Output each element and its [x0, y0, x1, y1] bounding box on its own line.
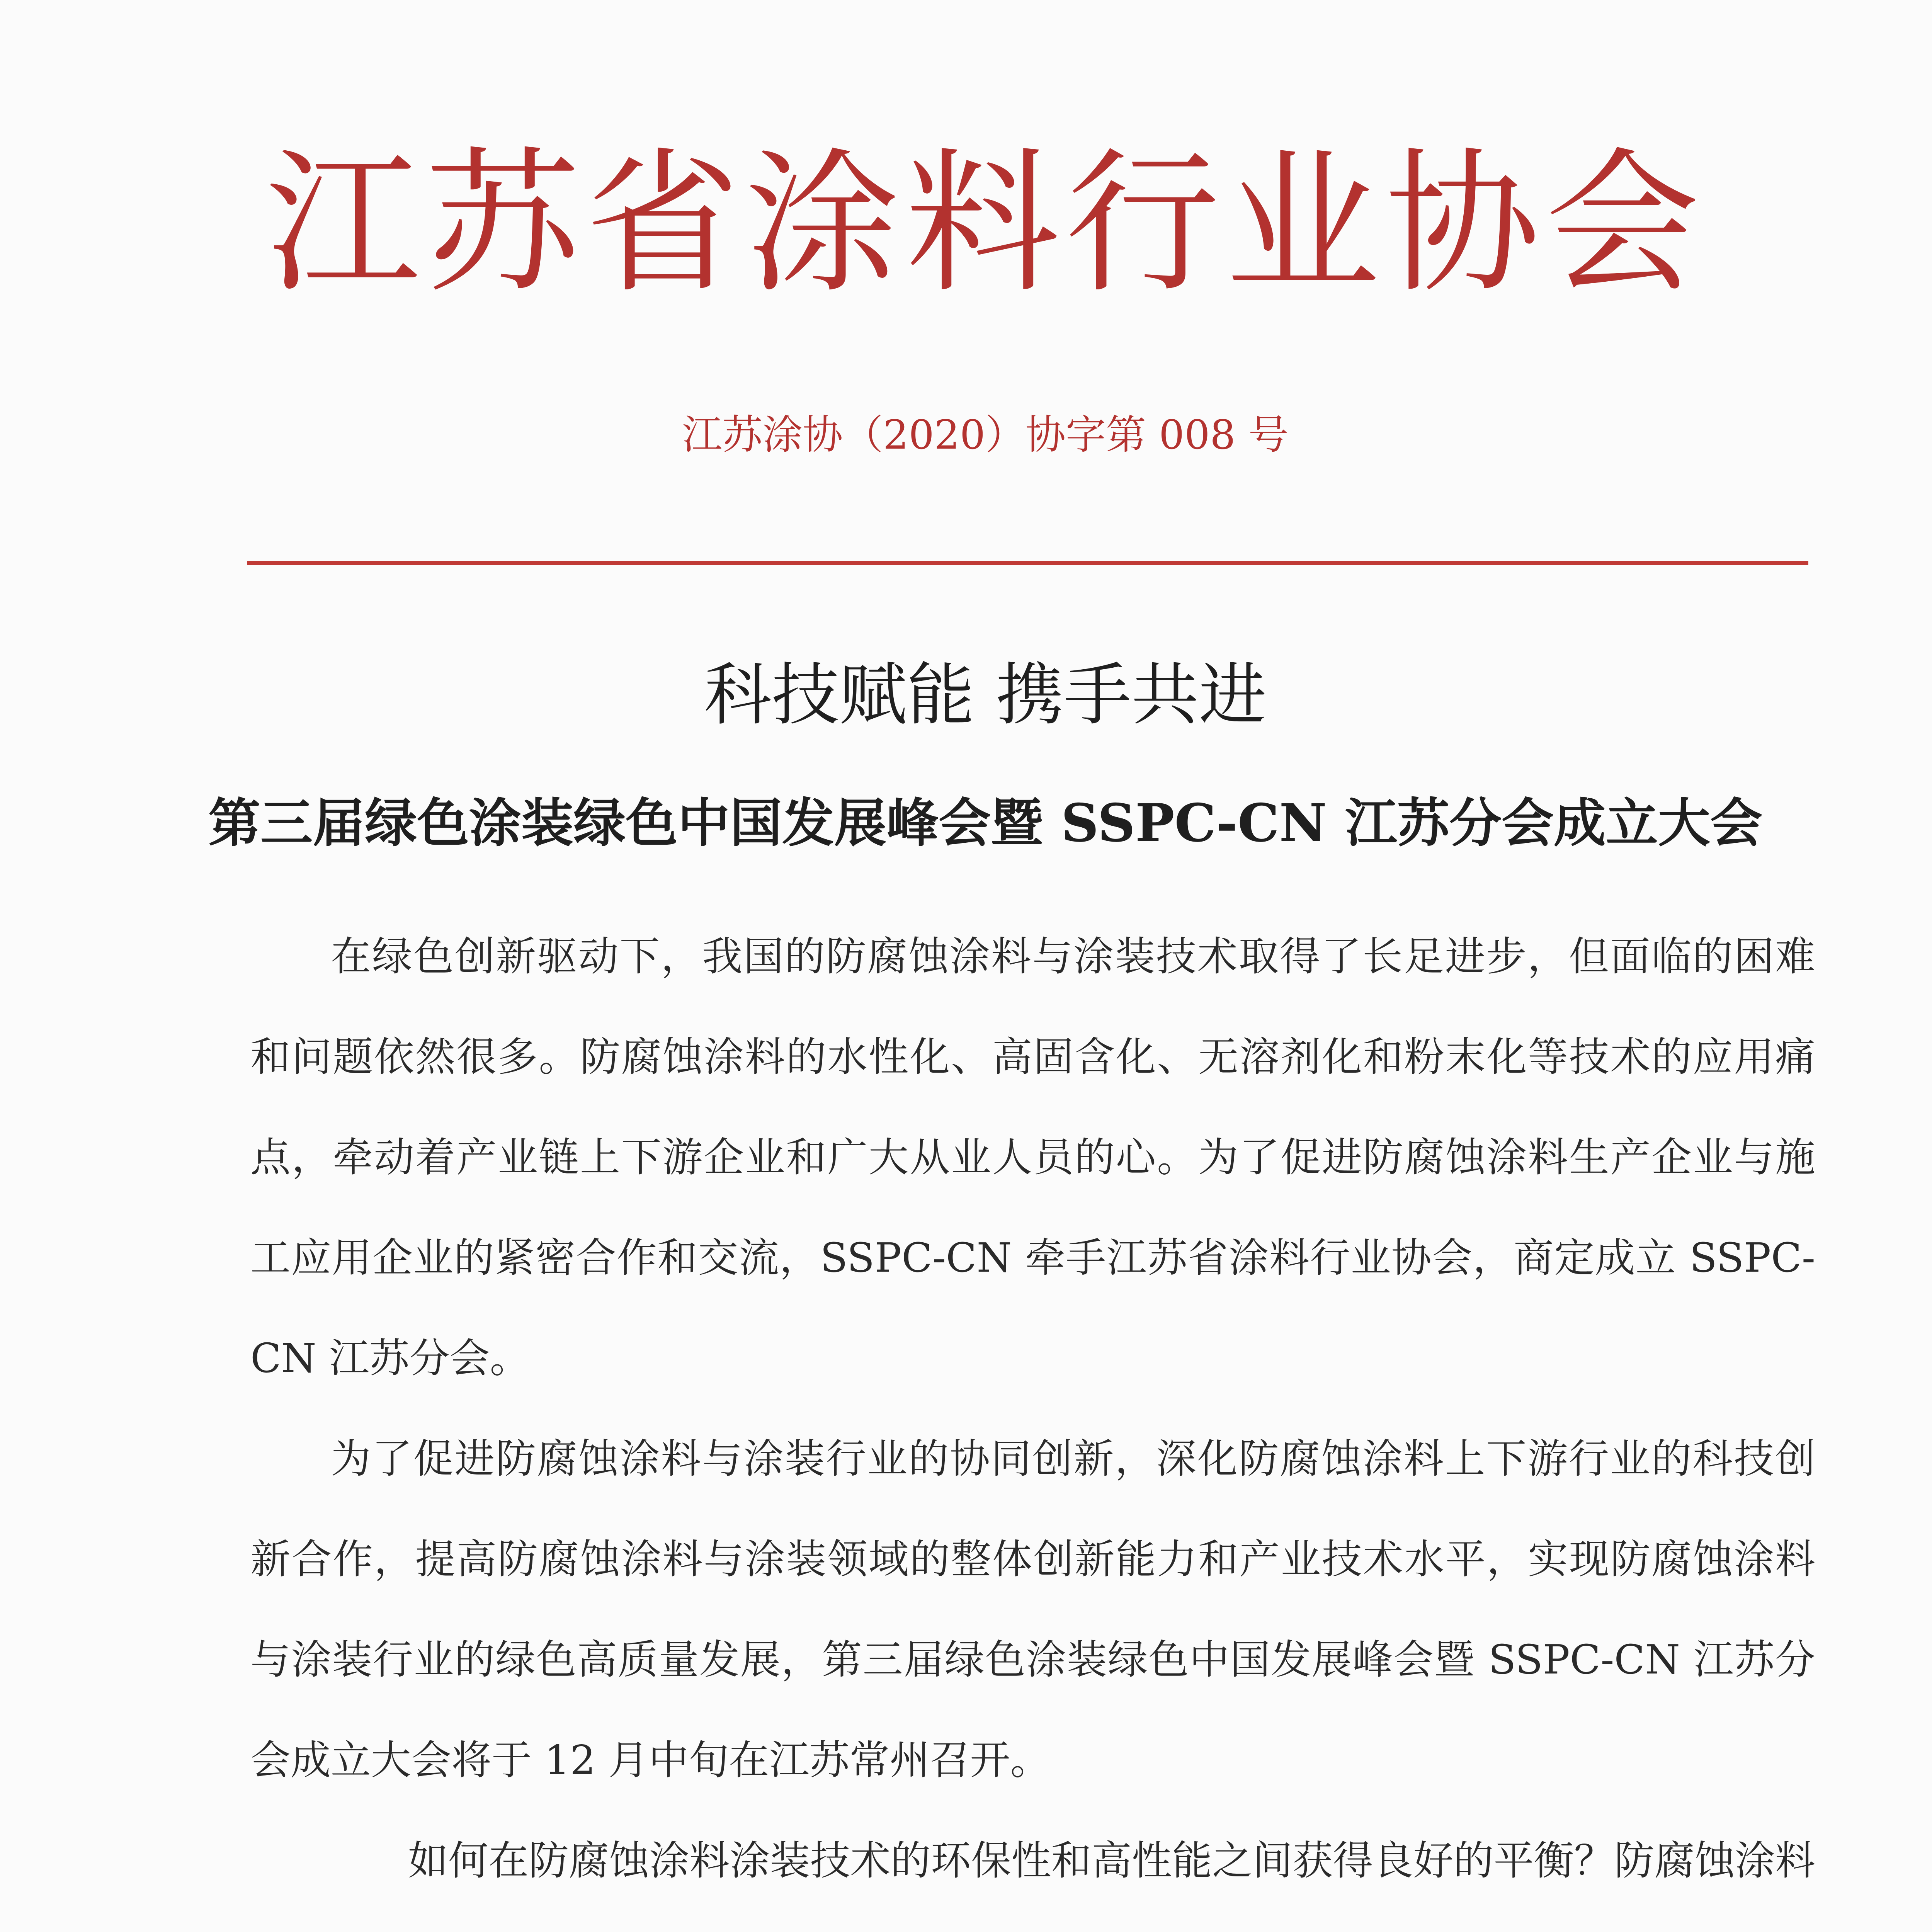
document-body: [250, 906, 1815, 1932]
body-paragraph-1: 在绿色创新驱动下，我国的防腐蚀涂料与涂装技术取得了长足进步，但面临的困难和问题依然很多。防腐蚀涂料的水性化、高固含化、无溶剂化和粉末化等技术的应用痛点，牵动着产业链上下游企业和广大从业人员的心。为了促进防腐蚀涂料生产企业与施工应用企业的紧密合作和交流，SSPC-CN 牵手江苏省涂料行业协会，商定成立 SSPC-CN 江苏分会。: [250, 933, 1815, 1382]
document-number: 江苏涂协（2020）协字第 008 号: [682, 411, 1289, 458]
main-title: 科技赋能 携手共进: [704, 656, 1267, 735]
association-masthead: 江苏省涂料行业协会: [265, 134, 1705, 314]
subtitle: 第三届绿色涂装绿色中国发展峰会暨 SSPC-CN 江苏分会成立大会: [208, 792, 1762, 854]
body-paragraph-2: 为了促进防腐蚀涂料与涂装行业的协同创新，深化防腐蚀涂料上下游行业的科技创新合作，提高防腐蚀涂料与涂装领域的整体创新能力和产业技术水平，实现防腐蚀涂料与涂装行业的绿色高质量发展，第三届绿色涂装绿色中国发展峰会暨 SSPC-CN 江苏分会成立大会将于 12 月中旬在江苏常州召开。: [250, 1435, 1815, 1784]
body-paragraph-3: 如何在防腐蚀涂料涂装技术的环保性和高性能之间获得良好的平衡？防腐蚀涂料: [408, 1837, 1815, 1884]
red-divider-line: [247, 561, 1808, 565]
